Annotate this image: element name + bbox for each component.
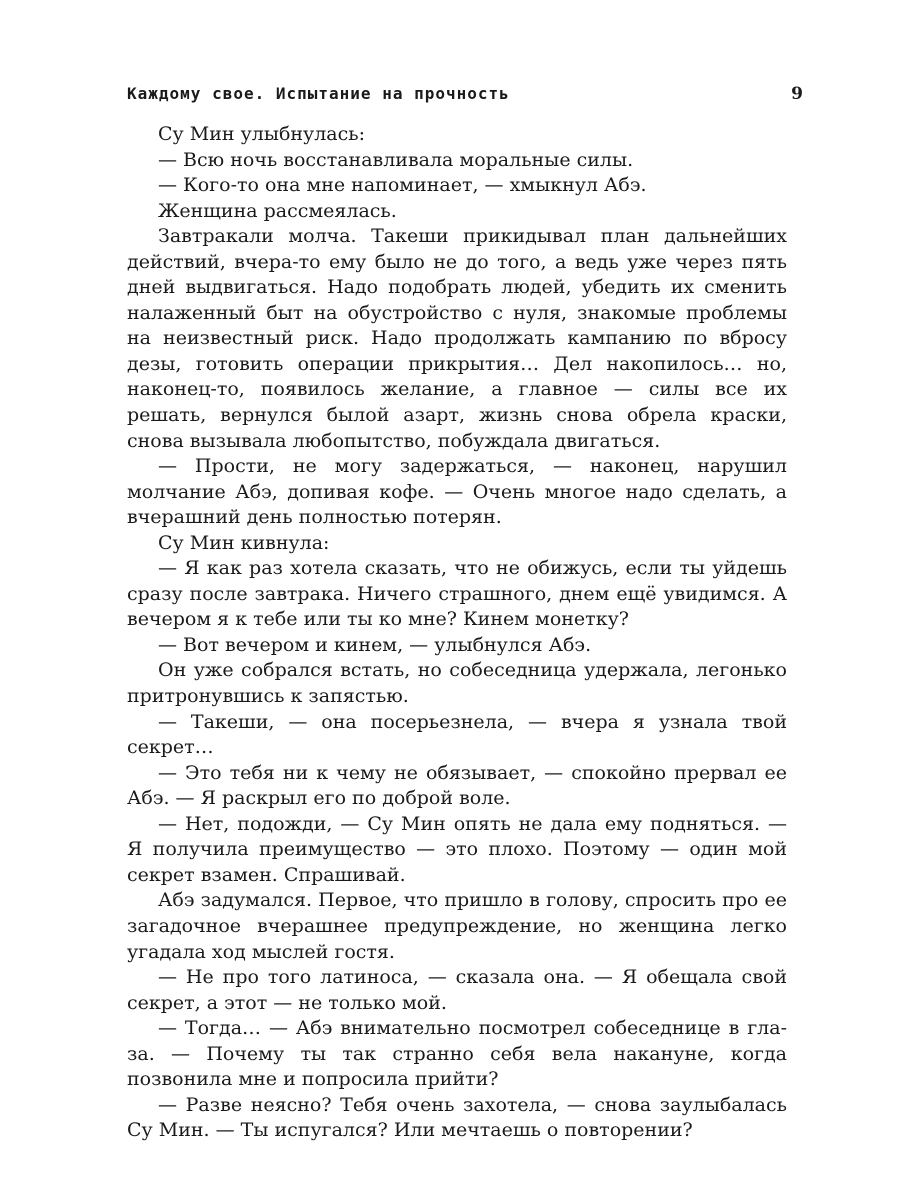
paragraph: Он уже собрался встать, но собеседница удержала, легонько притронувшись к запястью.: [127, 659, 787, 708]
paragraph: — Всю ночь восстанавливала моральные силы.: [158, 148, 634, 171]
paragraph: — Это тебя ни к чему не обязывает, — спокойно прервал ее Абэ. — Я раскрыл его по доброй воле.: [127, 761, 787, 810]
paragraph: — Разве неясно? Тебя очень захотела, — снова заулыбалась Су Мин. — Ты испугался? Или мечтаешь о повторении?: [127, 1093, 787, 1142]
paragraph: Завтракали молча. Такеши прикидывал план дальнейших действий, вчера-то ему было не до того, а ведь уже через пять дней выдвигаться. Надо подобрать людей, убедить их сменить налаженный быт на обустройство с нуля, знакомые проблемы на неизвестный риск. Надо продолжать кампанию по вбросу дезы, готовить операции прикрытия… Дел накопилось… но, наконец-то, появилось желание, а главное — силы все их решать, вернулся былой азарт, жизнь снова обрела краски, снова вызывала любопытство, побуждала двигаться.: [127, 225, 787, 452]
paragraph: — Я как раз хотела сказать, что не обижусь, если ты уйдешь сразу после завтрака. Ничего страшного, днем ещё увидимся. А вечером я к тебе или ты ко мне? Кинем монетку?: [127, 557, 787, 631]
body-text: [127, 122, 787, 1144]
paragraph: — Нет, подожди, — Су Мин опять не дала ему подняться. — Я получила преимущество — это плохо. Поэтому — один мой секрет взамен. Спрашивай.: [127, 812, 787, 886]
paragraph: — Такеши, — она посерьезнела, — вчера я узнала твой секрет…: [127, 710, 787, 759]
page-number: 9: [791, 84, 803, 104]
paragraph: Женщина рассмеялась.: [158, 199, 397, 222]
paragraph: — Тогда… — Абэ внимательно посмотрел собеседнице в глаза. — Почему ты так странно себя вела накануне, когда позвонила мне и попросила прийти?: [127, 1017, 787, 1091]
paragraph: — Не про того латиноса, — сказала она. — Я обещала свой секрет, а этот — не только мой.: [127, 966, 787, 1014]
paragraph: — Кого-то она мне напоминает, — хмыкнул Абэ.: [158, 174, 647, 197]
paragraph: — Прости, не могу задержаться, — наконец, нарушил молчание Абэ, допивая кофе. — Очень многое надо сделать, а вчерашний день полностью потерян.: [127, 455, 787, 529]
paragraph: Су Мин улыбнулась:: [158, 123, 366, 145]
running-head: Каждому свое. Испытание на прочность: [127, 84, 510, 103]
paragraph: Су Мин кивнула:: [158, 531, 330, 554]
paragraph: Абэ задумался. Первое, что пришло в голову, спросить про ее загадочное вчерашнее предупреждение, но женщина легко угадала ход мыслей гостя.: [127, 889, 787, 963]
paragraph: — Вот вечером и кинем, — улыбнулся Абэ.: [158, 633, 592, 656]
